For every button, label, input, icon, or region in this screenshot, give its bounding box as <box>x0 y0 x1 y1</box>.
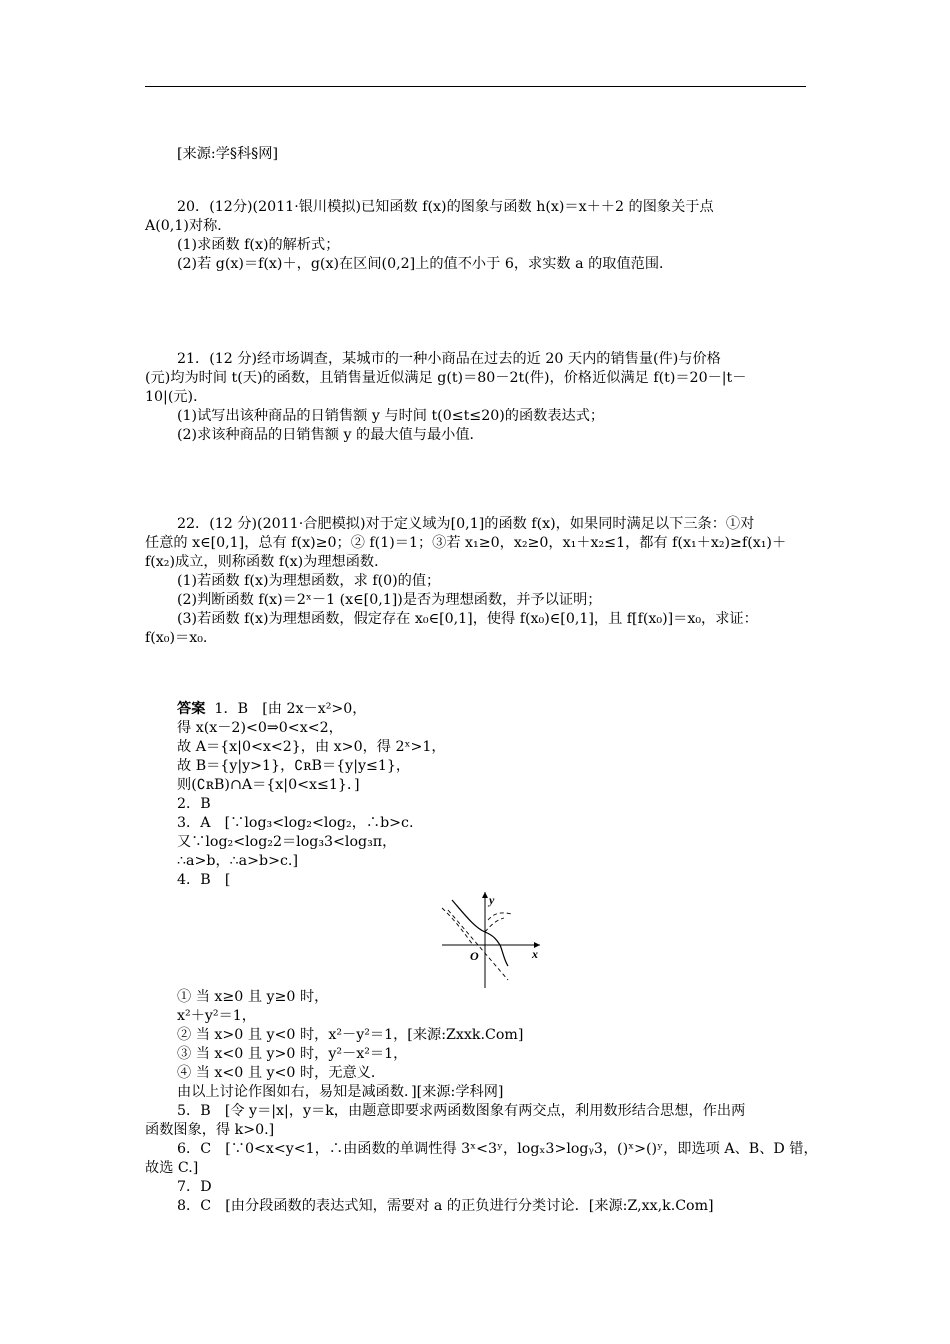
q21-line: 21．(12 分)经市场调查，某城市的一种小商品在过去的近 20 天内的销售量(件)与价格 <box>177 351 721 367</box>
question-20 <box>145 198 806 274</box>
y-axis-label: y <box>489 893 495 907</box>
answer-1-line: 故 A＝{x|0<x<2}，由 x>0，得 2ˣ>1， <box>177 739 446 755</box>
q21-line: (1)试写出该种商品的日销售额 y 与时间 t(0≤t≤20)的函数表达式； <box>177 408 605 424</box>
q22-line: f(x₂)成立，则称函数 f(x)为理想函数． <box>145 554 389 570</box>
answer-4-case: x²＋y²＝1， <box>177 1008 256 1024</box>
answer-1-line: 1．B [由 2x－x²>0， <box>214 701 367 717</box>
curve-dashed-mid <box>485 918 504 932</box>
curve-solid <box>452 900 508 966</box>
q22-line: (1)若函数 f(x)为理想函数，求 f(0)的值； <box>177 573 441 589</box>
answer-4-figure <box>440 890 545 990</box>
q20-line: (2)若 g(x)＝f(x)＋，g(x)在区间(0,2]上的值不小于 6，求实数 a 的取值范围． <box>177 256 674 272</box>
answer-5-line: 函数图象，得 k>0.] <box>145 1122 275 1138</box>
answer-4-case: ① 当 x≥0 且 y≥0 时， <box>177 989 329 1005</box>
source-note-block <box>145 145 806 164</box>
answer-2: 2．B <box>177 796 211 812</box>
y-axis-arrow-icon <box>482 892 488 898</box>
x-axis-label: x <box>532 947 538 961</box>
question-21 <box>145 350 806 445</box>
curve-dashed-left <box>442 908 473 945</box>
q20-line: 20．(12分)(2011·银川模拟)已知函数 f(x)的图象与函数 h(x)＝x＋＋2 的图象关于点 <box>177 199 714 215</box>
answer-4-case: ④ 当 x<0 且 y<0 时，无意义． <box>177 1065 386 1081</box>
answer-8: 8．C [由分段函数的表达式知，需要对 a 的正负进行分类讨论．[来源:Z,xx,k.Com] <box>177 1198 714 1214</box>
q22-line: 任意的 x∈[0,1]，总有 f(x)≥0；② f(1)＝1；③若 x₁≥0，x₂≥0，x₁＋x₂≤1，都有 f(x₁＋x₂)≥f(x₁)＋ <box>145 535 787 551</box>
q22-line: (3)若函数 f(x)为理想函数，假定存在 x₀∈[0,1]，使得 f(x₀)∈[0,1]，且 f[f(x₀)]＝x₀，求证： <box>177 611 758 627</box>
answer-4-case: ② 当 x>0 且 y<0 时，x²－y²＝1，[来源:Zxxk.Com] <box>177 1027 524 1043</box>
source-note: [来源:学§科§网] <box>177 146 278 162</box>
answer-1-first-line <box>145 700 806 719</box>
answer-4-case: 由以上讨论作图如右，易知是减函数．][来源:学科网] <box>177 1084 504 1100</box>
answer-7: 7．D <box>177 1179 212 1195</box>
curve-dashed-top <box>488 913 512 920</box>
q21-line: (元)均为时间 t(天)的函数，且销售量近似满足 g(t)＝80－2t(件)，价格近似满足 f(t)＝20－|t－ <box>145 370 747 386</box>
origin-label: O <box>470 949 479 963</box>
answer-3-line: 又∵log₂<log₂2＝log₃3<log₃π， <box>177 834 397 850</box>
answer-1-line: 则(∁ʀB)∩A＝{x|0<x≤1}．] <box>177 777 360 793</box>
answer-6-line: 故选 C.] <box>145 1160 199 1176</box>
answer-6-line: 6．C [∵0<x<y<1，∴由函数的单调性得 3ˣ<3ʸ，logₓ3>logᵧ3，()ˣ>()ʸ，即选项 A、B、D 错， <box>177 1141 818 1157</box>
top-rule <box>145 86 806 87</box>
q20-line: A(0,1)对称． <box>145 218 232 234</box>
answer-3-line: ∴a>b，∴a>b>c.] <box>177 853 298 869</box>
q22-line: 22．(12 分)(2011·合肥模拟)对于定义域为[0,1]的函数 f(x)，如果同时满足以下三条：①对 <box>177 516 755 532</box>
answer-1-line: 得 x(x－2)<0⇒0<x<2， <box>177 720 343 736</box>
answers-heading: 答案 <box>177 701 206 717</box>
q20-line: (1)求函数 f(x)的解析式； <box>177 237 340 253</box>
answer-4: 4．B [ <box>177 872 231 888</box>
answer-1-line: 故 B＝{y|y>1}，∁ʀB＝{y|y≤1}， <box>177 758 411 774</box>
answer-5-line: 5．B [令 y＝|x|，y＝k，由题意即要求两函数图象有两交点，利用数形结合思想，作出两 <box>177 1103 746 1119</box>
answer-4-case: ③ 当 x<0 且 y>0 时，y²－x²＝1， <box>177 1046 408 1062</box>
question-22 <box>145 515 806 648</box>
q21-line: 10|(元)． <box>145 389 208 405</box>
answers-section-continued <box>145 988 818 1216</box>
answer-3-line: 3．A [∵log₃<log₂<log₂，∴b>c. <box>177 815 414 831</box>
answers-section <box>145 700 806 890</box>
q22-line: f(x₀)＝x₀. <box>145 630 208 646</box>
q22-line: (2)判断函数 f(x)＝2ˣ－1 (x∈[0,1])是否为理想函数，并予以证明； <box>177 592 602 608</box>
q21-line: (2)求该种商品的日销售额 y 的最大值与最小值． <box>177 427 484 443</box>
